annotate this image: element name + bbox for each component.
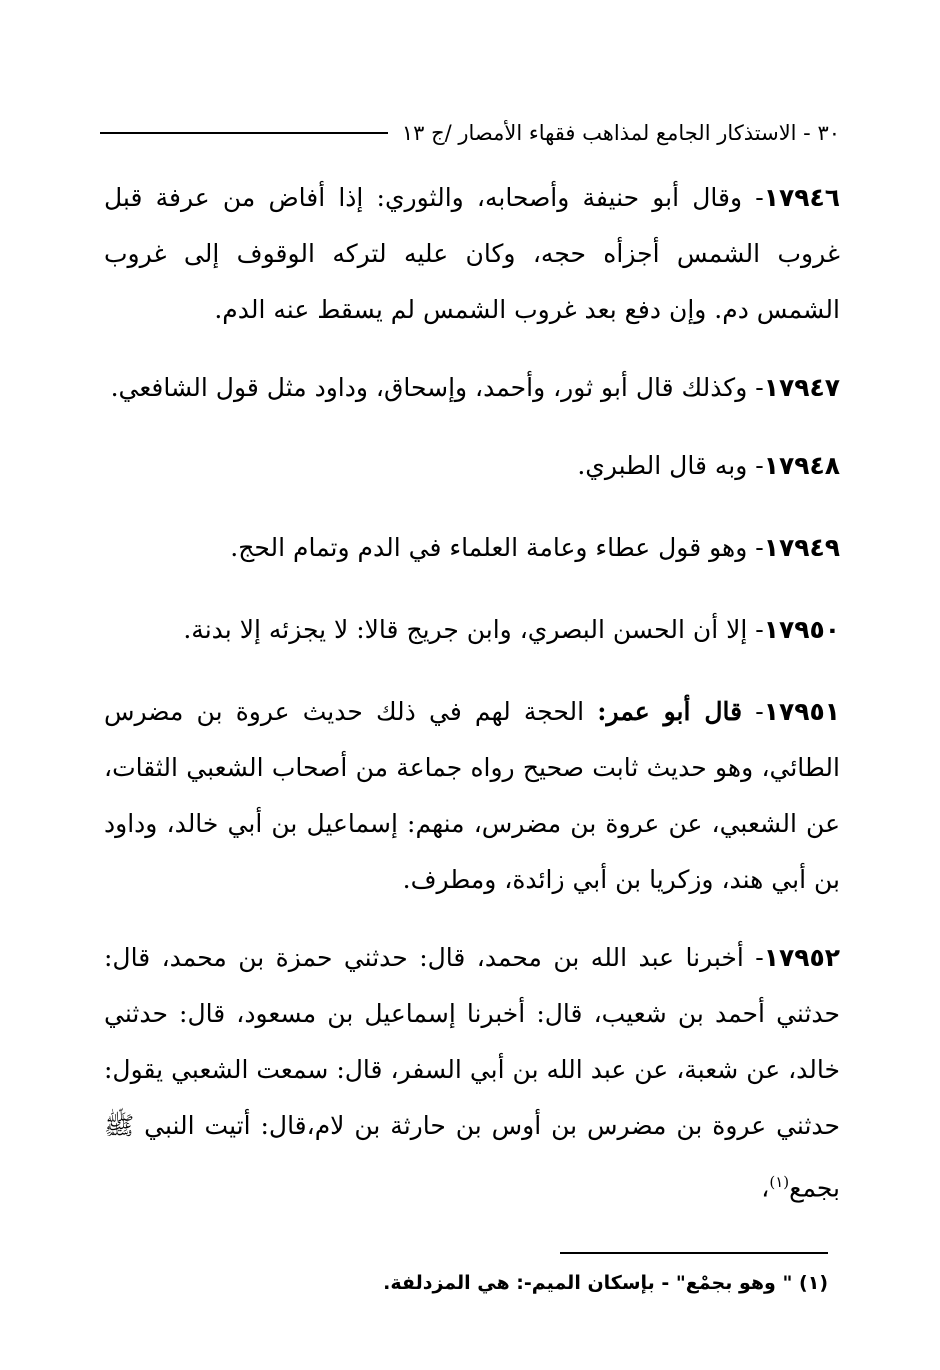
footnote-text: " وهو بجمْع" - بإسكان الميم-: هي المزدلفة. (383, 1272, 793, 1294)
running-header (100, 118, 840, 148)
paragraph-17947: ١٧٩٤٧- وكذلك قال أبو ثور، وأحمد، وإسحاق، وداود مثل قول الشافعي. (110, 373, 840, 402)
paragraph-text: وهو قول عطاء وعامة العلماء في الدم وتمام الحج. (230, 533, 748, 562)
paragraph-17952: ١٧٩٥٢- أخبرنا عبد الله بن محمد، قال: حدثني حمزة بن محمد، قال: حدثني أحمد بن شعيب، قال: أخبرنا إسماعيل بن مسعود، قال: حدثني خالد، عن شعبة، عن عبد الله بن أبي السفر، قال: سمعت الشعبي يقول: حدثني عروة بن مضرس بن أوس بن حارثة بن لام،قال: أتيت النبي ﷺ بجمع$^{(١)}$، (104, 943, 840, 1203)
paragraph-lead: قال أبو عمر: (597, 697, 743, 726)
paragraph-number: ١٧٩٥٠ (763, 615, 840, 644)
paragraph-number: ١٧٩٤٨ (763, 451, 840, 480)
paragraph-number: ١٧٩٥١ (763, 697, 841, 726)
paragraph-17950: ١٧٩٥٠- إلا أن الحسن البصري، وابن جريج قالا: لا يجزئه إلا بدنة. (183, 615, 840, 644)
footnote (128, 1272, 828, 1294)
paragraph-number: ١٧٩٤٩ (763, 533, 840, 562)
paragraph-number: ١٧٩٤٧ (763, 373, 840, 402)
main-text (104, 170, 840, 1238)
paragraph-text: إلا أن الحسن البصري، وابن جريج قالا: لا يجزئه إلا بدنة. (183, 615, 748, 644)
footnote-mark: (١) (799, 1272, 828, 1294)
paragraph-text: أخبرنا عبد الله بن محمد، قال: حدثني حمزة بن محمد، قال: حدثني أحمد بن شعيب، قال: أخبرنا إسماعيل بن مسعود، قال: حدثني خالد، عن شعبة، عن عبد الله بن أبي السفر، قال: سمعت الشعبي يقول: حدثني عروة بن مضرس بن أوس بن حارثة بن لام،قال: أتيت النبي ﷺ بجمع (104, 943, 840, 1203)
paragraph-17948: ١٧٩٤٨- وبه قال الطبري. (577, 451, 840, 480)
running-title: ٣٠ - الاستذكار الجامع لمذاهب فقهاء الأمصار /ج ١٣ (401, 121, 840, 145)
paragraph-number: ١٧٩٥٢ (763, 943, 840, 972)
header-rule (100, 132, 388, 134)
footnote-reference[interactable]: (١) (769, 1173, 790, 1191)
paragraph-17949: ١٧٩٤٩- وهو قول عطاء وعامة العلماء في الدم وتمام الحج. (230, 533, 840, 562)
paragraph-number: ١٧٩٤٦ (763, 183, 840, 212)
paragraph-text: وقال أبو حنيفة وأصحابه، والثوري: إذا أفاض من عرفة قبل غروب الشمس أجزأه حجه، وكان عليه لتركه الوقوف إلى غروب الشمس دم. وإن دفع بعد غروب الشمس لم يسقط عنه الدم. (104, 183, 840, 324)
paragraph-17951: ١٧٩٥١- قال أبو عمر: الحجة لهم في ذلك حديث عروة بن مضرس الطائي، وهو حديث ثابت صحيح رواه جماعة من أصحاب الشعبي الثقات، عن الشعبي، عن عروة بن مضرس، منهم: إسماعيل بن أبي خالد، وداود بن أبي هند، وزكريا بن أبي زائدة، ومطرف. (104, 697, 841, 894)
paragraph-17946: ١٧٩٤٦- وقال أبو حنيفة وأصحابه، والثوري: إذا أفاض من عرفة قبل غروب الشمس أجزأه حجه، وكان عليه لتركه الوقوف إلى غروب الشمس دم. وإن دفع بعد غروب الشمس لم يسقط عنه الدم. (104, 183, 840, 324)
footnote-rule (560, 1252, 828, 1254)
paragraph-text: الحجة لهم في ذلك حديث عروة بن مضرس الطائي، وهو حديث ثابت صحيح رواه جماعة من أصحاب الشعبي الثقات، عن الشعبي، عن عروة بن مضرس، منهم: إسماعيل بن أبي خالد، وداود بن أبي هند، وزكريا بن أبي زائدة، ومطرف. (104, 697, 840, 894)
paragraph-text: وكذلك قال أبو ثور، وأحمد، وإسحاق، وداود مثل قول الشافعي. (110, 373, 748, 402)
paragraph-text: وبه قال الطبري. (577, 451, 748, 480)
paragraph-tail: ، (761, 1173, 770, 1203)
